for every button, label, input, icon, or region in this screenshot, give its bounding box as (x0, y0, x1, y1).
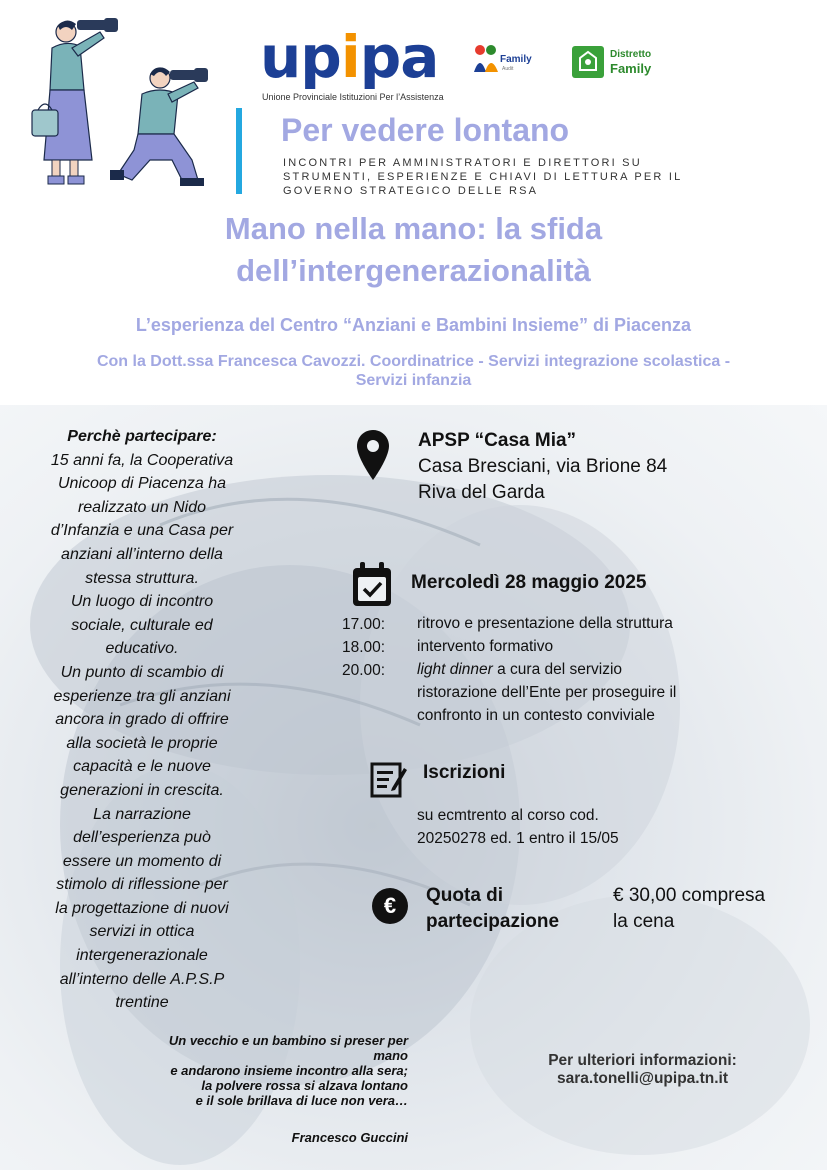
why-line: La narrazione (93, 805, 191, 823)
upipa-logo (260, 18, 450, 108)
fee-title-line1: Quota di (426, 885, 504, 906)
upipa-tagline: Unione Provinciale Istituzioni Per l’Assistenza (262, 92, 444, 102)
why-line: trentine (115, 994, 169, 1012)
why-line: esperienze tra gli anziani (53, 687, 231, 705)
program-item-text: a cura del servizio (492, 661, 623, 678)
quote-author: Francesco Guccini (291, 1130, 408, 1145)
contact-info (520, 1052, 765, 1088)
registration-line1: su ecmtrento al corso cod. (417, 807, 599, 824)
why-line: d’Infanzia e una Casa per (50, 522, 234, 540)
map-pin-icon (357, 430, 389, 480)
why-line: Un luogo di incontro (70, 593, 214, 611)
people-with-binoculars-illustration (22, 10, 232, 190)
fee-value (613, 883, 765, 935)
why-line: Unicoop di Piacenza ha (57, 475, 227, 493)
why-line: dell’esperienza può (73, 829, 211, 847)
registration-line2: 20250278 ed. 1 entro il 15/05 (417, 830, 619, 847)
event-title-line1: Mano nella mano: la sfida (224, 211, 603, 246)
fee-value-line1: € 30,00 compresa (613, 885, 766, 906)
event-title-line2: dell’intergenerazionalità (236, 253, 591, 288)
program-item: confronto in un contesto conviviale (417, 707, 655, 724)
why-line: 15 anni fa, la Cooperativa (50, 451, 234, 469)
why-line: generazioni in crescita. (60, 781, 224, 799)
series-subtitle: INCONTRI PER AMMINISTRATORI E DIRETTORI SU STRUMENTI, ESPERIENZE E CHIAVI DI LETTURA PER IL GOVERNO STRATEGICO DELLE RSA (283, 157, 682, 197)
why-line: educativo. (105, 640, 179, 658)
event-date: Mercoledì 28 maggio 2025 (411, 572, 647, 593)
registration-title: Iscrizioni (423, 762, 506, 783)
event-subtitle: L’esperienza del Centro “Anziani e Bambini Insieme” di Piacenza (135, 315, 692, 335)
form-edit-icon (370, 760, 408, 798)
why-line: alla società le proprie (66, 734, 218, 752)
venue-city: Riva del Garda (418, 482, 545, 503)
program-item: ritrovo e presentazione della struttura (417, 615, 673, 632)
family-logo-sub: Audit (502, 66, 514, 72)
quote-line: la polvere rossa si alzava lontano (201, 1078, 408, 1093)
fee-title (426, 883, 559, 935)
venue-name: APSP “Casa Mia” (418, 430, 577, 451)
why-line: capacità e le nuove (73, 758, 211, 776)
program-item: ristorazione dell’Ente per proseguire il (417, 684, 677, 701)
distretto-family-logo (572, 46, 662, 82)
why-line: la progettazione di nuovi (55, 899, 229, 917)
distretto-family-icon (572, 46, 604, 78)
why-line: stimolo di riflessione per (56, 876, 228, 894)
why-line: Un punto di scambio di (60, 663, 224, 681)
fee-title-line2: partecipazione (426, 911, 560, 932)
speaker-line1: Con la Dott.ssa Francesca Cavozzi. Coordinatrice - Servizi integrazione scolastica - (96, 353, 731, 370)
quote-line: e il sole brillava di luce non vera… (195, 1093, 408, 1108)
guccini-quote (100, 1033, 408, 1108)
schedule-time: 17.00: (342, 616, 386, 633)
euro-icon: € (372, 888, 408, 924)
accent-bar (236, 108, 242, 194)
family-audit-logo (472, 42, 544, 78)
venue-address: Casa Bresciani, via Brione 84 (418, 456, 668, 477)
why-line: sociale, culturale ed (71, 616, 213, 634)
why-line: stessa struttura. (85, 569, 199, 587)
schedule-time: 20.00: (342, 662, 386, 679)
family-logo-label: Family (500, 54, 532, 65)
event-speaker (50, 352, 777, 390)
contact-email-link[interactable]: sara.tonelli@upipa.tn.it (557, 1070, 728, 1087)
family-figures-icon (472, 42, 500, 74)
contact-label: Per ulteriori informazioni: (548, 1052, 737, 1069)
why-participate-block (14, 425, 270, 1015)
program-item: intervento formativo (417, 638, 554, 655)
why-line: realizzato un Nido (77, 498, 207, 516)
calendar-check-icon (351, 562, 393, 608)
event-title (0, 208, 827, 292)
program-item-italic: light dinner (417, 661, 493, 678)
upipa-wordmark: upipa (260, 23, 439, 91)
program-item (417, 661, 622, 679)
why-line: essere un momento di (62, 852, 222, 870)
schedule-time: 18.00: (342, 639, 386, 656)
distretto-line2: Family (610, 61, 652, 76)
series-title: Per vedere lontano (281, 112, 570, 148)
fee-value-line2: la cena (613, 911, 675, 932)
quote-line: Un vecchio e un bambino si preser per (168, 1033, 408, 1048)
why-line: intergenerazionale (76, 947, 208, 965)
why-title: Perchè partecipare: (67, 428, 217, 445)
why-line: all’interno delle A.P.S.P (59, 970, 225, 988)
why-line: ancora in grado di offrire (55, 711, 229, 729)
distretto-line1: Distretto (610, 49, 652, 60)
quote-line: mano (373, 1048, 408, 1063)
why-line: anziani all’interno della (61, 545, 223, 563)
speaker-line2: Servizi infanzia (355, 372, 472, 389)
quote-line: e andarono insieme incontro alla sera; (170, 1063, 408, 1078)
why-line: servizi in ottica (89, 923, 195, 941)
